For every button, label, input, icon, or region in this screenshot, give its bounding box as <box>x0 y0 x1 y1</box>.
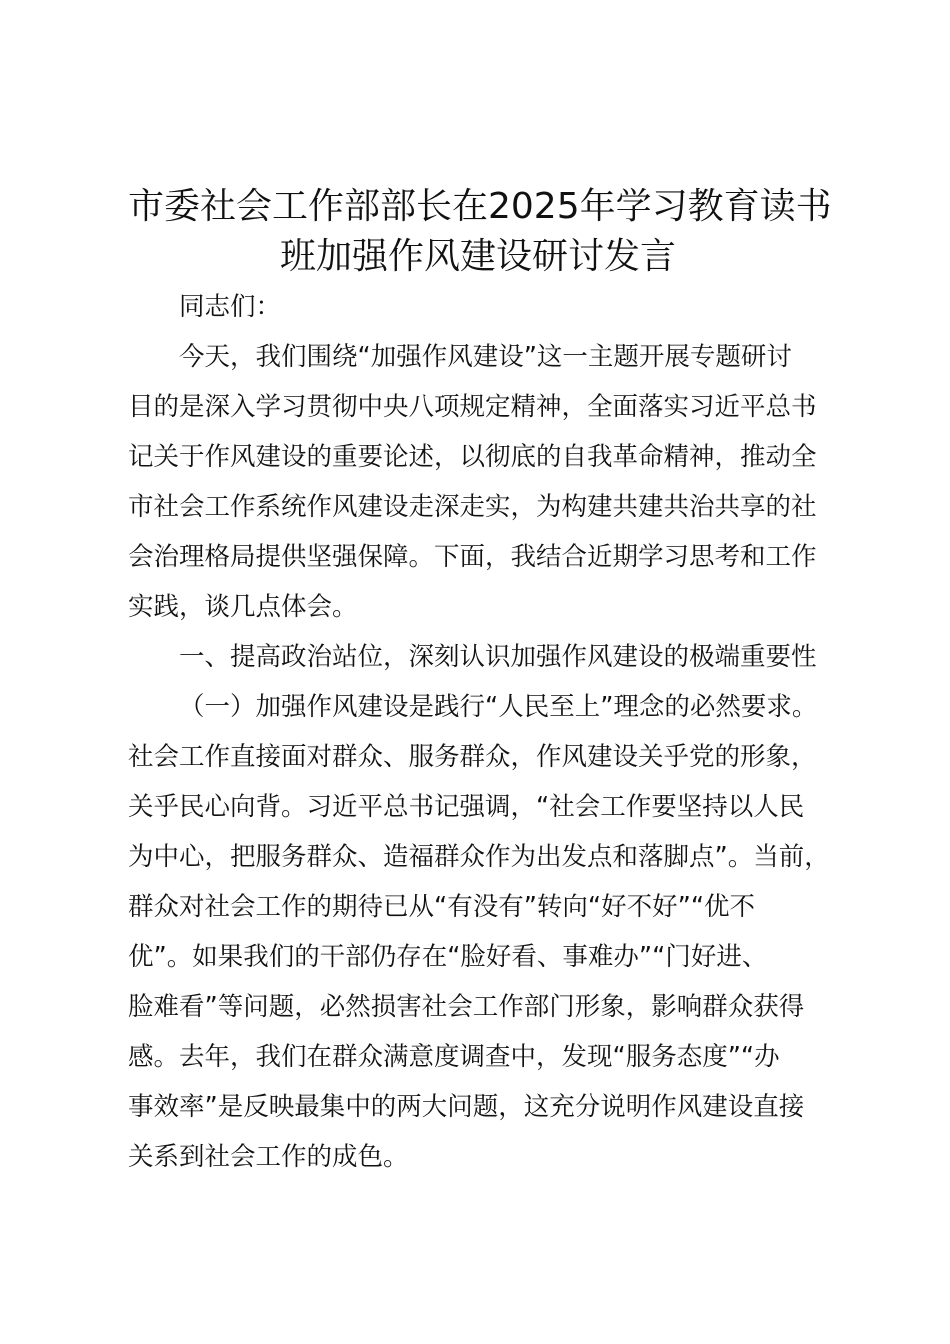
text-line: 优”。如果我们的干部仍存在“脸好看、事难办”“门好进、 <box>128 942 768 972</box>
text-line: 脸难看”等问题，必然损害社会工作部门形象，影响群众获得 <box>128 992 805 1022</box>
document-title <box>128 182 832 282</box>
text-line: 同志们： <box>179 292 282 322</box>
text-line: 市社会工作系统作风建设走深走实，为构建共建共治共享的社 <box>128 492 817 522</box>
text-line: 会治理格局提供坚强保障。下面，我结合近期学习思考和工作 <box>128 542 817 572</box>
text-line: 社会工作直接面对群众、服务群众，作风建设关乎党的形象， <box>128 742 817 772</box>
text-line: 事效率”是反映最集中的两大问题，这充分说明作风建设直接 <box>128 1092 805 1122</box>
text-line: 感。去年，我们在群众满意度调查中，发现“服务态度”“办 <box>128 1042 780 1072</box>
text-line: 目的是深入学习贯彻中央八项规定精神，全面落实习近平总书 <box>128 392 817 422</box>
text-line: 关乎民心向背。习近平总书记强调，“社会工作要坚持以人民 <box>128 792 805 822</box>
text-line: （一）加强作风建设是践行“人民至上”理念的必然要求。 <box>179 692 818 722</box>
text-line: 为中心，把服务群众、造福群众作为出发点和落脚点”。当前， <box>128 842 830 872</box>
document-body <box>128 282 858 1182</box>
text-line: 记关于作风建设的重要论述，以彻底的自我革命精神，推动全 <box>128 442 817 472</box>
title-line-2: 班加强作风建设研讨发言 <box>279 236 676 278</box>
text-line: 今天，我们围绕“加强作风建设”这一主题开展专题研讨 <box>179 342 792 372</box>
title-line-1: 市委社会工作部部长在2025年学习教育读书 <box>128 186 832 228</box>
text-line: 实践，谈几点体会。 <box>128 592 358 622</box>
text-line: 群众对社会工作的期待已从“有没有”转向“好不好”“优不 <box>128 892 756 922</box>
text-line: 关系到社会工作的成色。 <box>128 1142 409 1172</box>
text-line: 一、提高政治站位，深刻认识加强作风建设的极端重要性 <box>179 642 817 672</box>
